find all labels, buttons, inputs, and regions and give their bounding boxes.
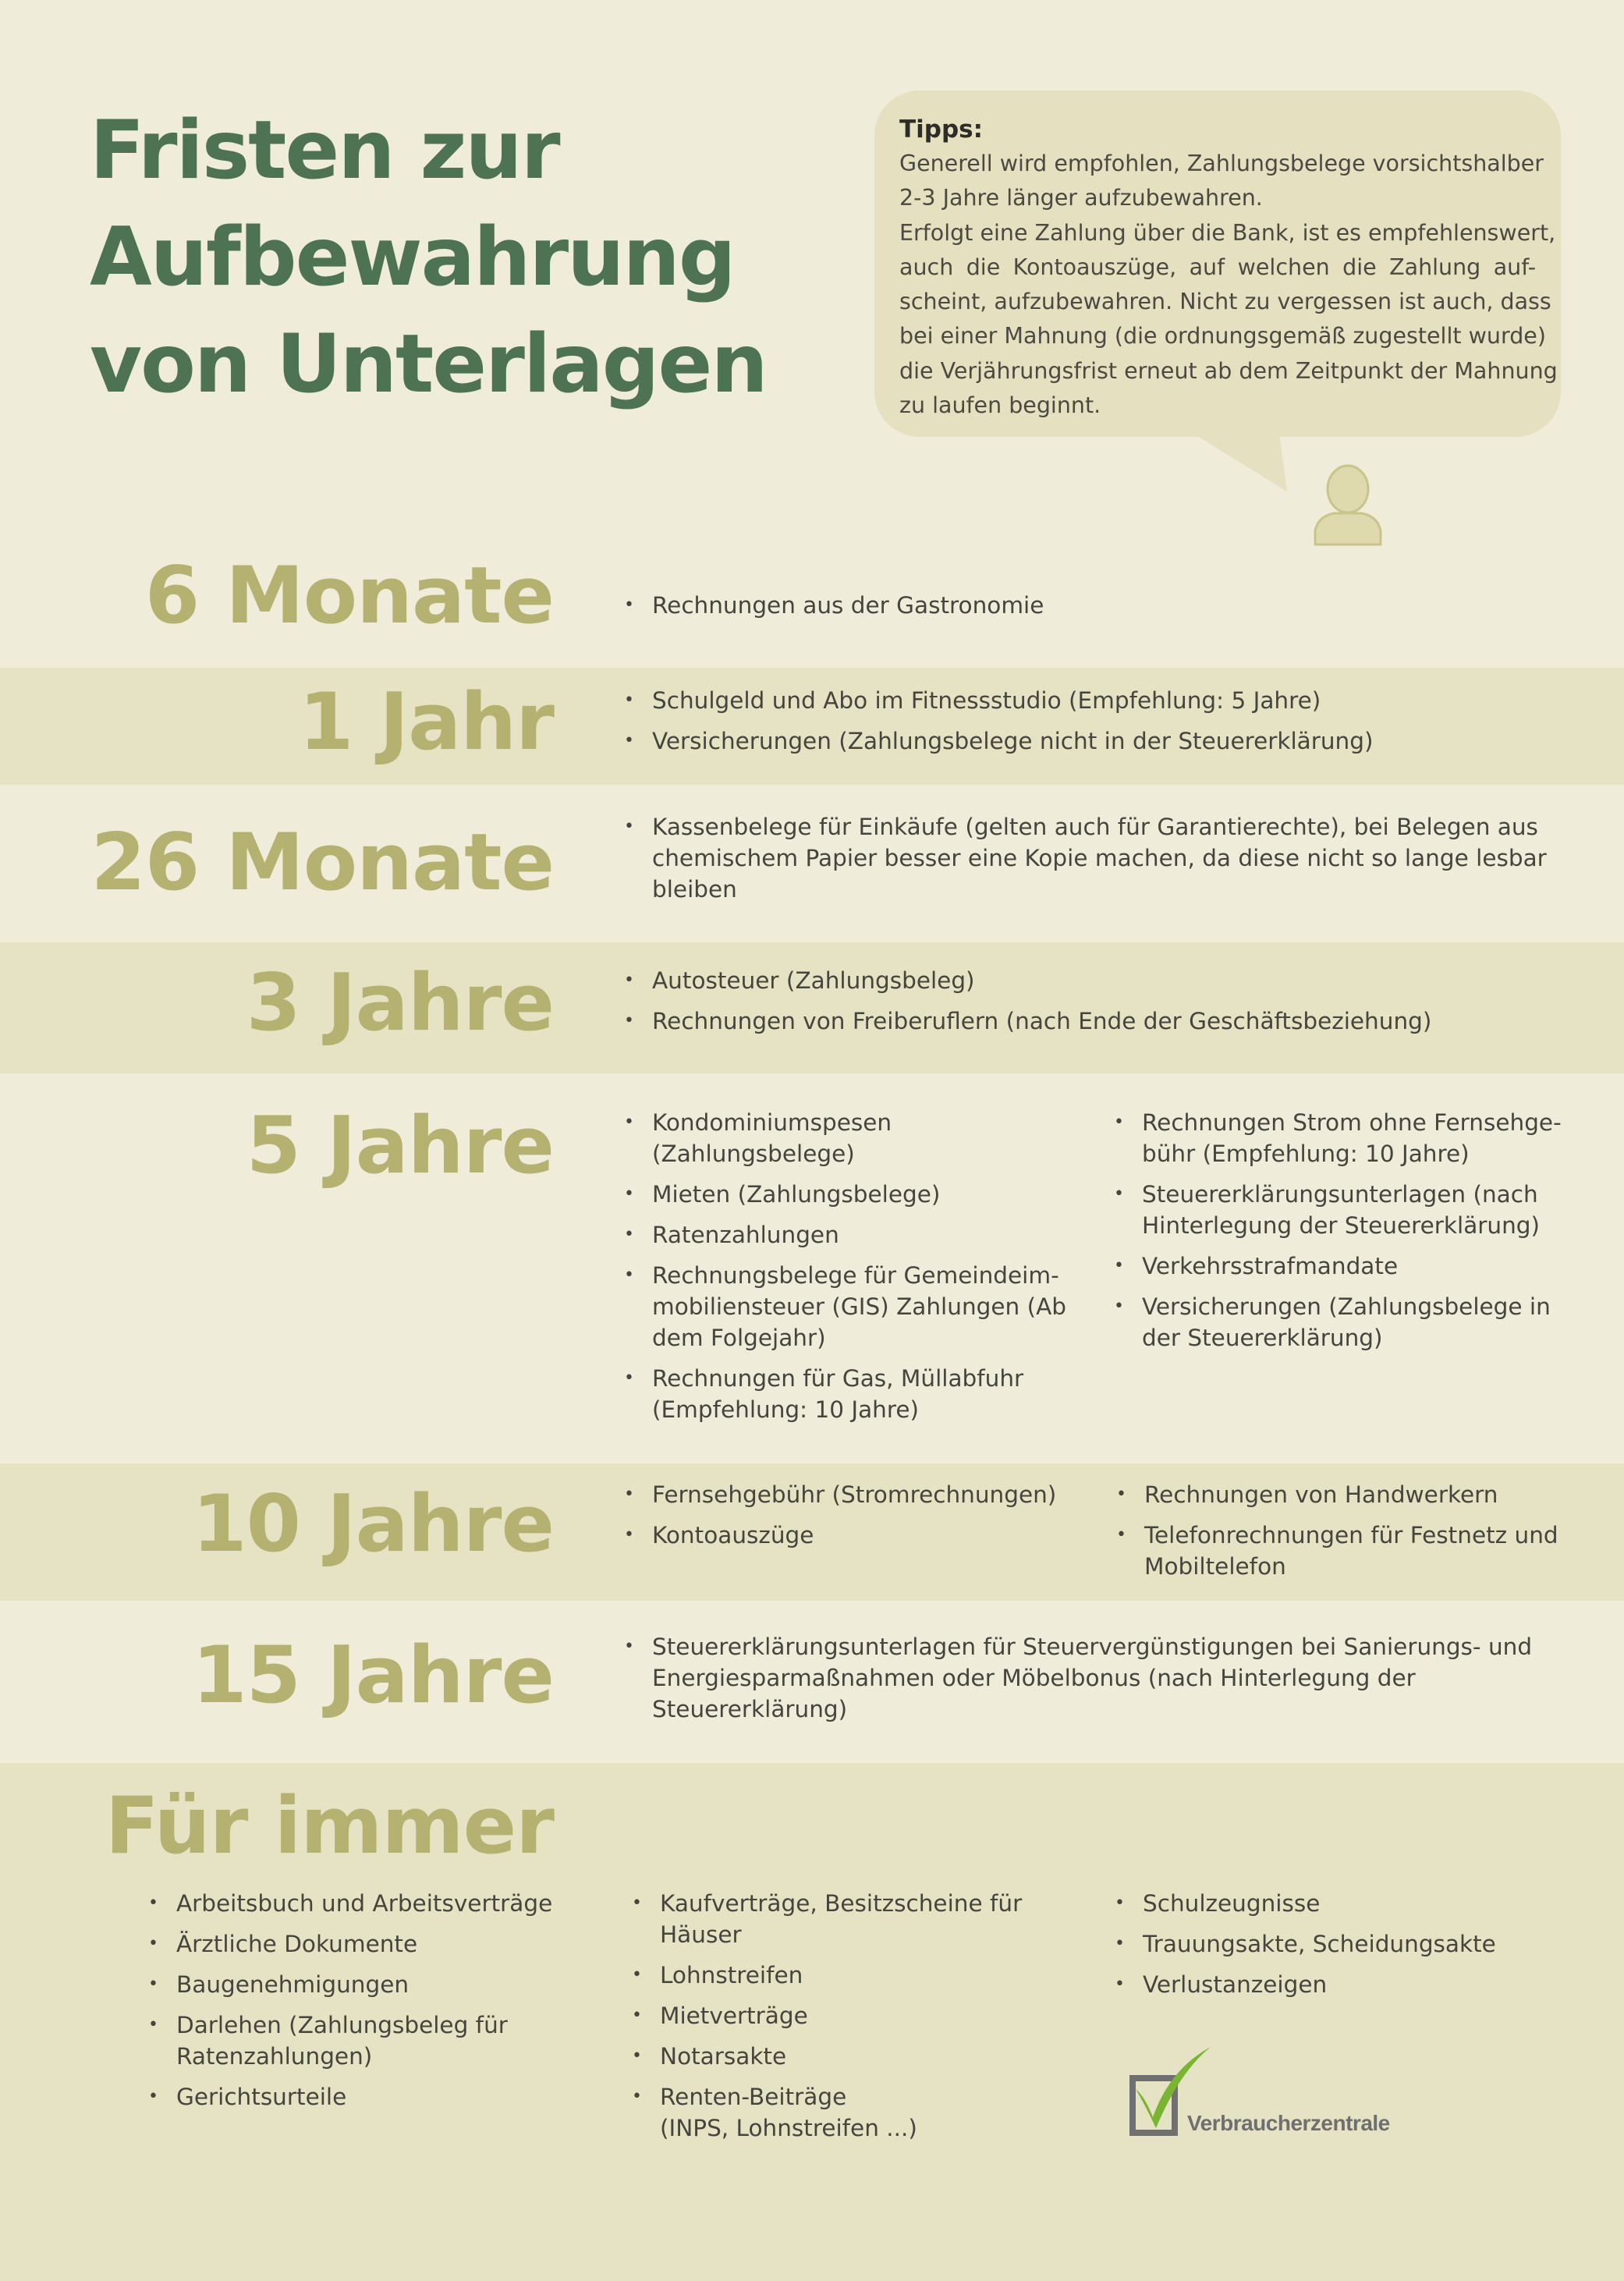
list-item-text: mobiliensteuer (GIS) Zahlungen (Ab: [652, 1293, 1066, 1320]
list-item: [624, 685, 1373, 716]
list-item: [632, 2041, 1022, 2072]
tips-line: die Verjährungsfrist erneut ab dem Zeitpunkt der Mahnung: [899, 357, 1558, 384]
list-item: [624, 1479, 1056, 1510]
list-item-text: • Kaufverträge, Besitzscheine für: [660, 1890, 1023, 1917]
period-label: 3 Jahre: [246, 956, 554, 1048]
list-item: [624, 1363, 1066, 1425]
period-fuer-immer: [0, 1763, 1624, 2281]
list-item-text: • Darlehen (Zahlungsbeleg für: [176, 2012, 508, 2038]
list-item: [624, 1520, 1056, 1551]
list-item-text: • Lohnstreifen: [660, 1962, 803, 1988]
list-item: [624, 590, 1044, 621]
list-item: [632, 2081, 1022, 2144]
period-label: Für immer: [105, 1779, 554, 1871]
item-list-column: [632, 1888, 1022, 2153]
list-item: [148, 2010, 552, 2072]
list-item-text: • Mieten (Zahlungsbelege): [652, 1181, 941, 1208]
item-list-column: [624, 590, 1044, 630]
list-item-text: • Rechnungen aus der Gastronomie: [652, 592, 1044, 619]
list-item: [1115, 1888, 1496, 1919]
list-item-text: Steuererklärung): [652, 1696, 848, 1722]
list-item-text: • Autosteuer (Zahlungsbeleg): [652, 967, 975, 994]
list-item-text: (INPS, Lohnstreifen ...): [660, 2115, 917, 2141]
list-item: [1114, 1250, 1562, 1282]
period-5-jahre: [0, 1073, 1624, 1463]
list-item: [1116, 1520, 1558, 1582]
list-item: [624, 725, 1373, 757]
logo-text: Verbraucherzentrale: [1187, 2111, 1390, 2135]
tips-line: auch die Kontoauszüge, auf welchen die Zahlung auf-: [899, 254, 1536, 280]
list-item-text: Mobiltelefon: [1144, 1553, 1286, 1580]
list-item-text: • Gerichtsurteile: [176, 2084, 347, 2110]
tips-speech-bubble: [874, 90, 1561, 437]
list-item-text: • Verkehrsstrafmandate: [1142, 1253, 1399, 1279]
list-item: [148, 2081, 552, 2112]
list-item: [1115, 1928, 1496, 1960]
list-item-text: • Trauungsakte, Scheidungsakte: [1143, 1931, 1496, 1957]
list-item-text: Energiesparmaßnahmen oder Möbelbonus (nach Hinterlegung der: [652, 1665, 1416, 1691]
person-icon: [1310, 462, 1385, 548]
tips-heading: Tipps:: [899, 115, 984, 144]
period-26-monate: [0, 785, 1624, 942]
list-item-text: • Kassenbelege für Einkäufe (gelten auch für Garantierechte), bei Belegen aus: [652, 814, 1538, 840]
list-item-text: • Schulgeld und Abo im Fitnessstudio (Empfehlung: 5 Jahre): [652, 687, 1321, 714]
tips-line: Generell wird empfohlen, Zahlungsbelege vorsichtshalber: [899, 151, 1544, 176]
period-6-monate: [0, 551, 1624, 668]
item-list-column: [1115, 1888, 1496, 2010]
list-item: [624, 965, 1431, 996]
title-line-1: Fristen zur: [90, 104, 559, 197]
title-line-2: Aufbewahrung: [90, 211, 735, 304]
list-item-text: • Renten-Beiträge: [660, 2084, 847, 2110]
list-item: [148, 1969, 552, 2000]
item-list-column: [624, 1107, 1066, 1435]
list-item: [148, 1888, 552, 1919]
tips-line: bei einer Mahnung (die ordnungsgemäß zugestellt wurde): [899, 323, 1546, 349]
list-item-text: • Kondominiumspesen: [652, 1109, 892, 1136]
list-item-text: chemischem Papier besser eine Kopie machen, da diese nicht so lange lesbar: [652, 845, 1547, 871]
list-item: [1114, 1107, 1562, 1169]
item-list-column: [624, 1631, 1532, 1734]
page-title: [90, 98, 792, 418]
list-item-text: Hinterlegung der Steuererklärung): [1142, 1212, 1541, 1239]
header: [0, 0, 1624, 562]
list-item-text: • Rechnungen von Handwerkern: [1144, 1481, 1498, 1508]
list-item: [1116, 1479, 1558, 1510]
list-item-text: (Zahlungsbelege): [652, 1140, 855, 1167]
list-item-text: • Mietverträge: [660, 2003, 808, 2029]
tips-line: 2-3 Jahre länger aufzubewahren.: [899, 185, 1263, 211]
list-item: [624, 1260, 1066, 1353]
list-item-text: • Rechnungen von Freiberuflern (nach Ende der Geschäftsbeziehung): [652, 1008, 1432, 1034]
list-item-text: dem Folgejahr): [652, 1325, 826, 1351]
list-item: [148, 1928, 552, 1960]
list-item-text: • Steuererklärungsunterlagen (nach: [1142, 1181, 1538, 1208]
list-item: [624, 1107, 1066, 1169]
period-label: 15 Jahre: [192, 1629, 554, 1721]
list-item: [624, 1219, 1066, 1250]
list-item-text: der Steuererklärung): [1142, 1325, 1383, 1351]
item-list-column: [624, 965, 1431, 1046]
list-item-text: • Telefonrechnungen für Festnetz und: [1144, 1522, 1558, 1548]
list-item-text: • Notarsakte: [660, 2043, 787, 2070]
list-item-text: • Ratenzahlungen: [652, 1222, 839, 1248]
list-item-text: (Empfehlung: 10 Jahre): [652, 1396, 920, 1423]
item-list-column: [1116, 1479, 1558, 1591]
list-item: [632, 2000, 1022, 2031]
list-item-text: • Steuererklärungsunterlagen für Steuervergünstigungen bei Sanierungs- und: [652, 1634, 1533, 1660]
list-item: [624, 1006, 1431, 1037]
list-item: [624, 1631, 1532, 1725]
speech-bubble-pointer: [1193, 434, 1303, 496]
tips-line: zu laufen beginnt.: [899, 392, 1101, 419]
period-label: 6 Monate: [144, 549, 554, 641]
list-item-text: • Schulzeugnisse: [1143, 1890, 1321, 1917]
period-15-jahre: [0, 1601, 1624, 1763]
list-item: [1114, 1179, 1562, 1241]
period-label: 1 Jahr: [299, 676, 554, 768]
period-label: 5 Jahre: [246, 1099, 554, 1191]
period-10-jahre: [0, 1463, 1624, 1601]
list-item-text: • Ärztliche Dokumente: [176, 1931, 418, 1957]
item-list-column: [1114, 1107, 1562, 1363]
list-item: [624, 811, 1547, 905]
list-item-text: • Baugenehmigungen: [176, 1971, 410, 1998]
list-item-text: • Arbeitsbuch und Arbeitsverträge: [176, 1890, 553, 1917]
list-item-text: Häuser: [660, 1921, 742, 1948]
list-item: [624, 1179, 1066, 1210]
list-item-text: • Versicherungen (Zahlungsbelege in: [1142, 1293, 1551, 1320]
list-item: [1114, 1291, 1562, 1353]
list-item-text: • Fernsehgebühr (Stromrechnungen): [652, 1481, 1057, 1508]
period-label: 10 Jahre: [192, 1478, 554, 1570]
tips-text: [899, 147, 1558, 423]
item-list-column: [624, 811, 1547, 914]
list-item: [632, 1960, 1022, 1991]
title-line-3: von Unterlagen: [90, 317, 767, 411]
item-list-column: [624, 685, 1373, 766]
list-item-text: • Kontoauszüge: [652, 1522, 814, 1548]
list-item: [632, 1888, 1022, 1950]
list-item-text: • Rechnungen für Gas, Müllabfuhr: [652, 1365, 1024, 1392]
item-list-column: [148, 1888, 552, 2122]
list-item-text: bleiben: [652, 876, 737, 903]
tips-line: Erfolgt eine Zahlung über die Bank, ist es empfehlenswert,: [899, 219, 1556, 246]
list-item-text: • Rechnungen Strom ohne Fernsehge-: [1142, 1109, 1562, 1136]
list-item-text: Ratenzahlungen): [176, 2043, 373, 2070]
list-item-text: • Verlustanzeigen: [1143, 1971, 1328, 1998]
list-item-text: bühr (Empfehlung: 10 Jahre): [1142, 1140, 1470, 1167]
period-1-jahr: [0, 668, 1624, 785]
list-item-text: • Rechnungsbelege für Gemeindeim-: [652, 1262, 1059, 1289]
period-label: 26 Monate: [90, 816, 554, 908]
list-item: [1115, 1969, 1496, 2000]
item-list-column: [624, 1479, 1056, 1560]
tips-line: scheint, aufzubewahren. Nicht zu vergessen ist auch, dass: [899, 289, 1551, 315]
period-3-jahre: [0, 942, 1624, 1073]
list-item-text: • Versicherungen (Zahlungsbelege nicht in der Steuererklärung): [652, 728, 1374, 754]
